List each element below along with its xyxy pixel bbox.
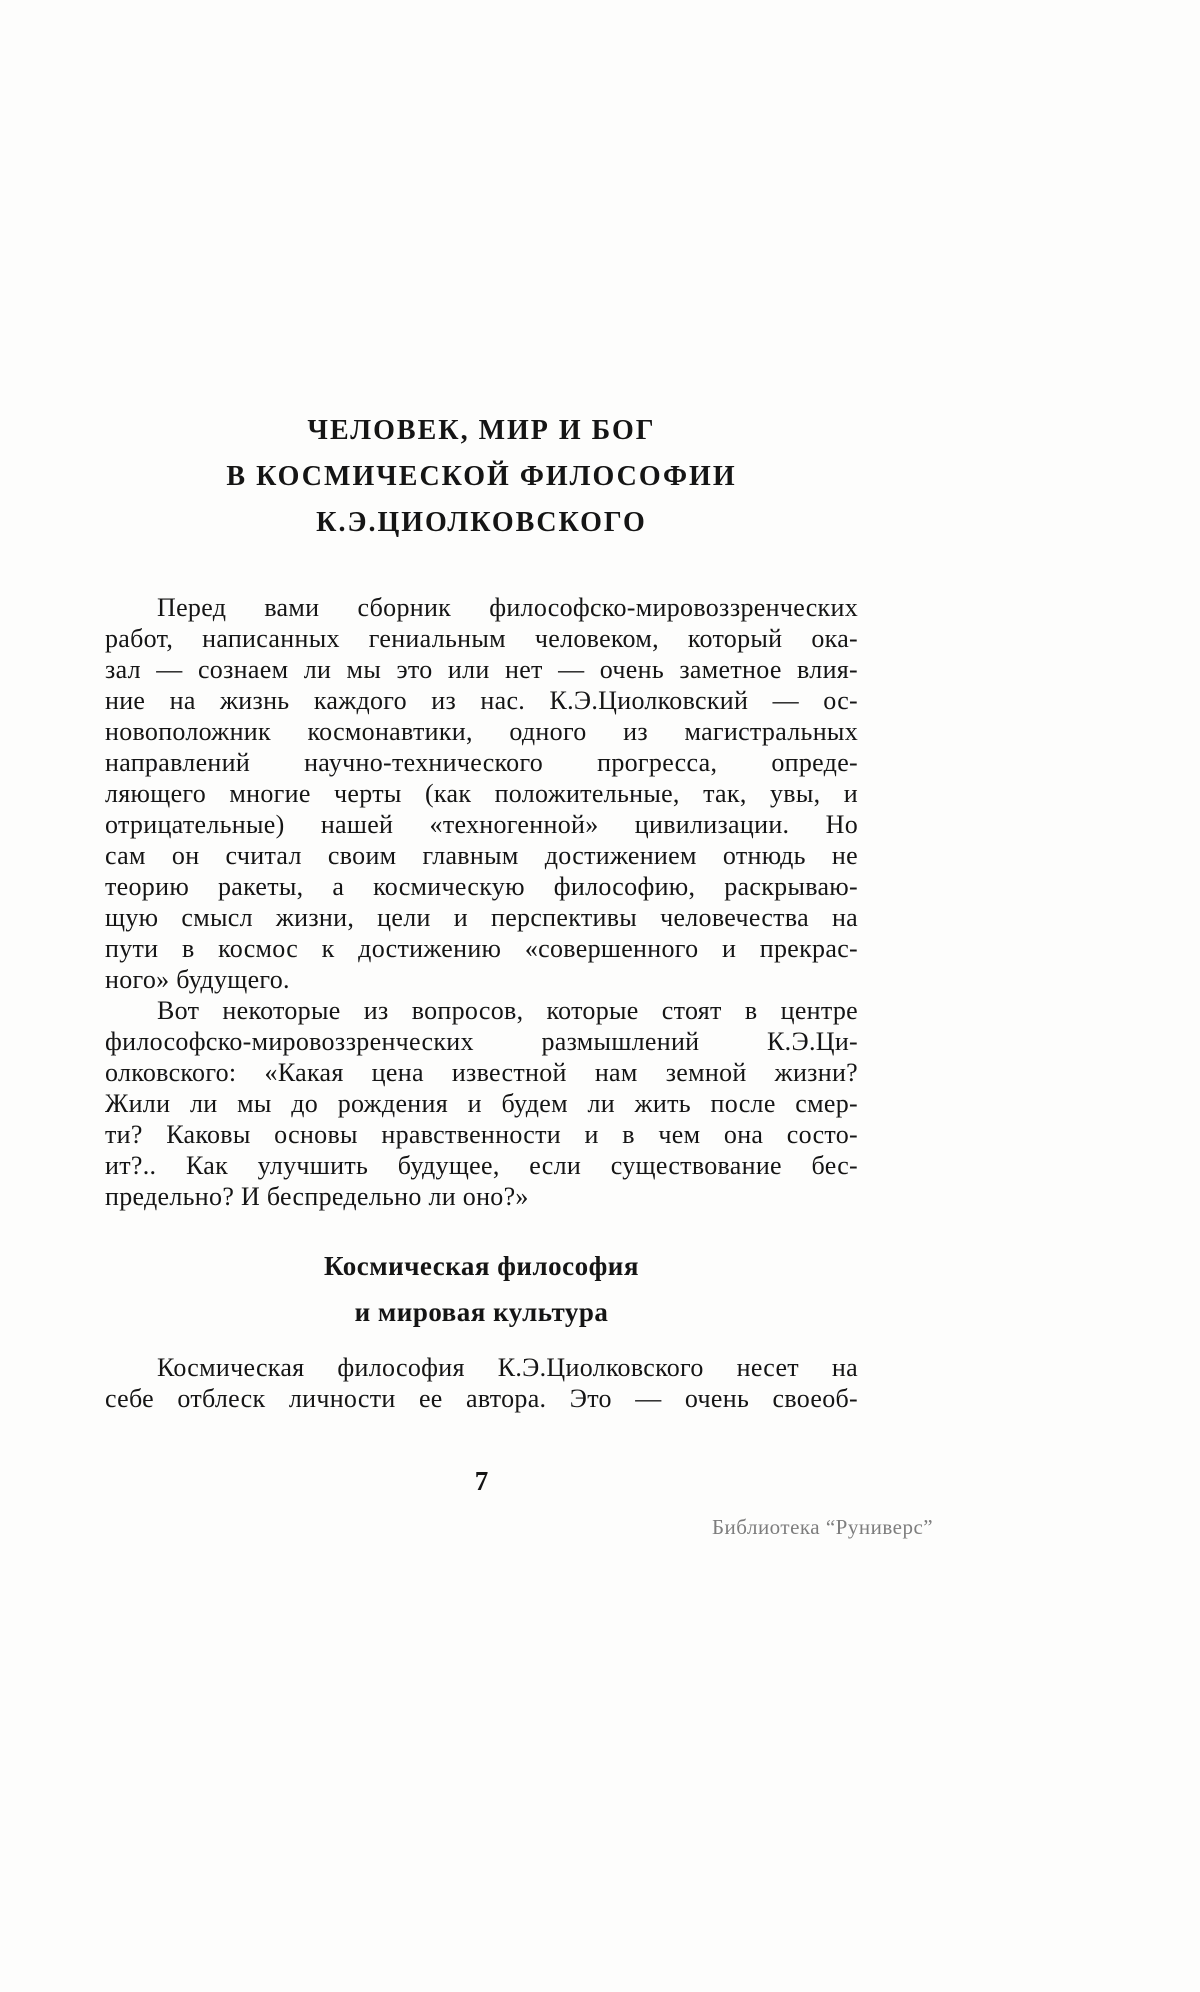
text-line: новоположник космонавтики, одного из магистральных	[105, 717, 858, 746]
section-heading	[105, 1243, 858, 1335]
text-line: зал — сознаем ли мы это или нет — очень заметное влия-	[105, 655, 858, 684]
intro-text	[105, 592, 858, 1212]
text-line: ляющего многие черты (как положительные, так, увы, и	[105, 779, 858, 808]
library-watermark: Библиотека “Руниверс”	[712, 1515, 934, 1539]
text-line: теорию ракеты, а космическую философию, раскрываю-	[105, 872, 858, 901]
intro-paragraph-1	[105, 592, 858, 995]
text-line: Перед вами сборник философско-мировоззренческих	[157, 593, 858, 622]
text-line: К.Э.ЦИОЛКОВСКОГО	[316, 507, 647, 538]
text-line: и мировая культура	[354, 1297, 609, 1327]
text-line: ЧЕЛОВЕК, МИР И БОГ	[307, 415, 656, 446]
text-line: В КОСМИЧЕСКОЙ ФИЛОСОФИИ	[226, 461, 737, 492]
text-line: философско-мировоззренческих размышлений К.Э.Ци-	[105, 1027, 858, 1056]
page-number: 7	[474, 1466, 489, 1496]
text-line: ние на жизнь каждого из нас. К.Э.Циолковский — ос-	[105, 686, 858, 715]
text-line: работ, написанных гениальным человеком, который ока-	[105, 624, 858, 653]
text-line: себе отблеск личности ее автора. Это — очень своеоб-	[105, 1384, 858, 1413]
text-line: ит?.. Как улучшить будущее, если существование бес-	[105, 1151, 858, 1180]
text-line: направлений научно-технического прогресса, опреде-	[105, 748, 858, 777]
text-line: сам он считал своим главным достижением отнюдь не	[105, 841, 858, 870]
text-line: Вот некоторые из вопросов, которые стоят в центре	[157, 996, 858, 1025]
text-line: Жили ли мы до рождения и будем ли жить после смер-	[105, 1089, 858, 1118]
text-line: ти? Каковы основы нравственности и в чем она состо-	[105, 1120, 858, 1149]
intro-paragraph-2	[105, 995, 858, 1212]
chapter-title	[105, 408, 858, 546]
text-line: ного» будущего.	[105, 965, 290, 994]
text-line: Космическая философия	[324, 1251, 639, 1281]
section-paragraph-1	[105, 1352, 858, 1414]
text-line: предельно? И беспредельно ли оно?»	[105, 1182, 529, 1211]
text-line: щую смысл жизни, цели и перспективы человечества на	[105, 903, 858, 932]
text-line: Космическая философия К.Э.Циолковского несет на	[157, 1353, 858, 1382]
text-line: олковского: «Какая цена известной нам земной жизни?	[105, 1058, 858, 1087]
text-line: пути в космос к достижению «совершенного и прекрас-	[105, 934, 858, 963]
text-line: отрицательные) нашей «техногенной» цивилизации. Но	[105, 810, 858, 839]
